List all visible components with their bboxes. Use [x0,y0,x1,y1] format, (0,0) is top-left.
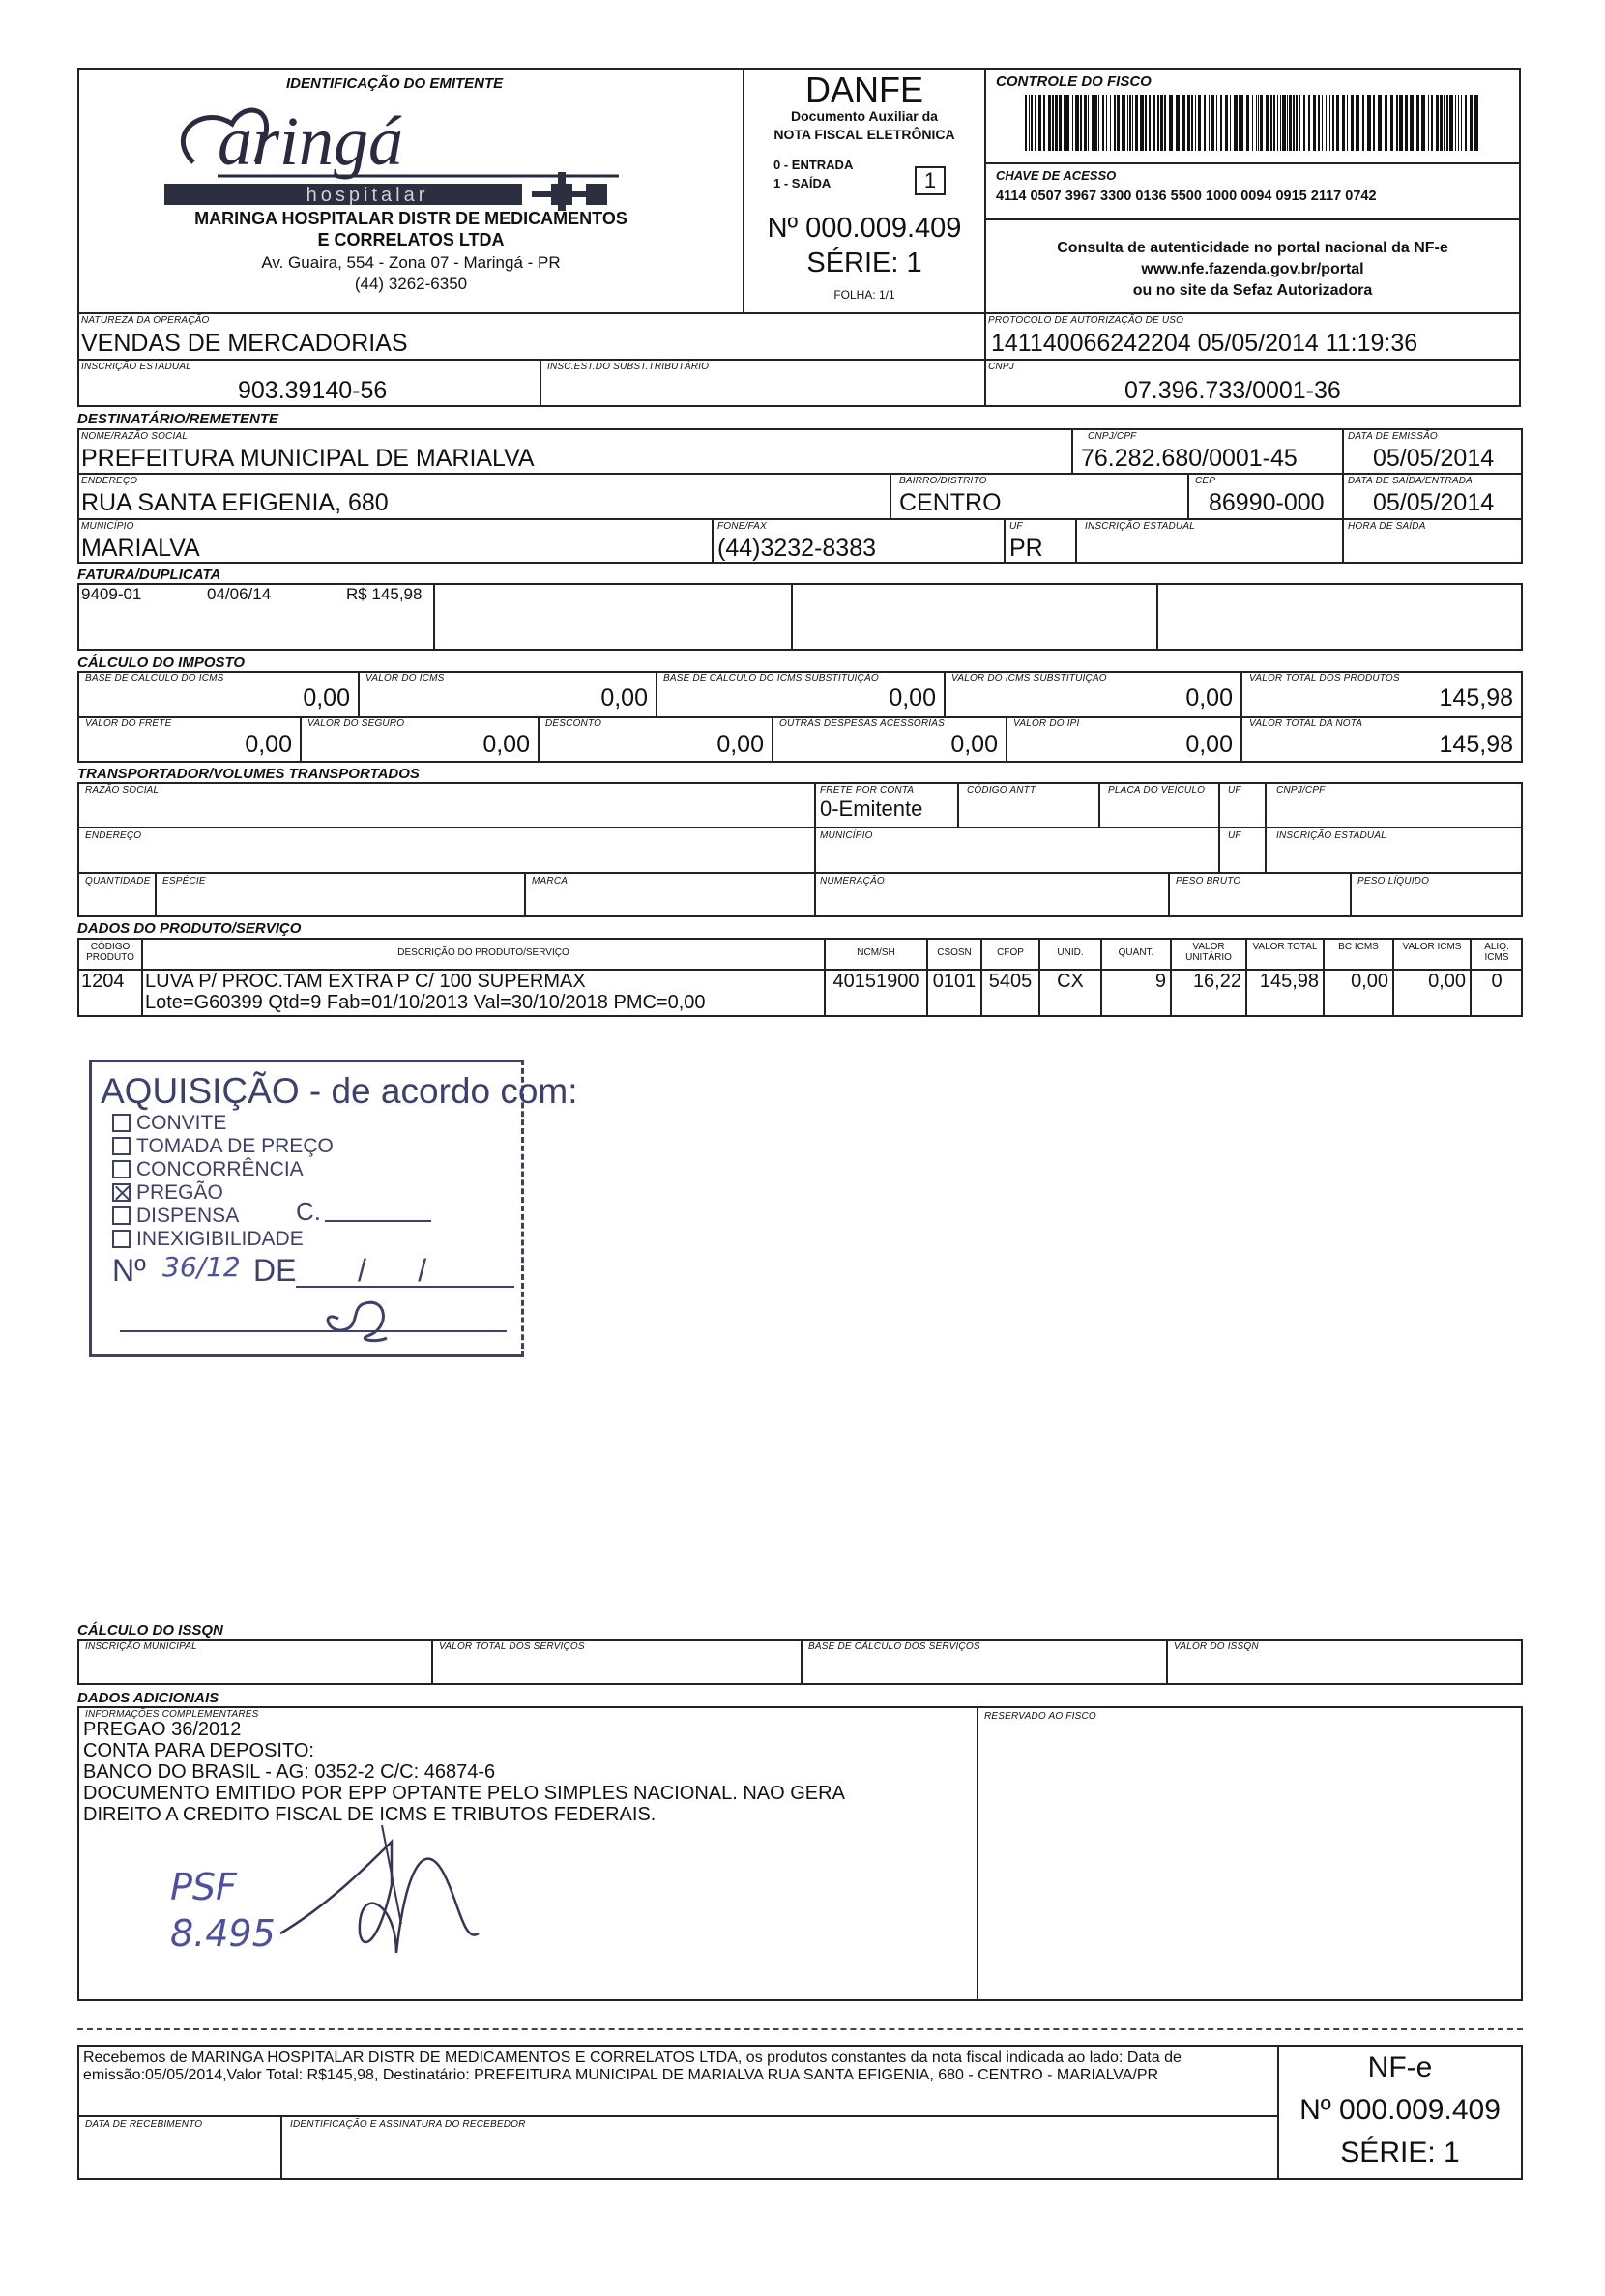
produto-lote: Lote=G60399 Qtd=9 Fab=01/10/2013 Val=30/10/2018 PMC=0,00 [145,992,706,1013]
produto-csosn: 0101 [932,971,977,992]
fisco-label: CONTROLE DO FISCO [996,73,1152,90]
danfe-folha: FOLHA: 1/1 [833,288,895,302]
emitter-phone: (44) 3262-6350 [354,275,468,293]
destinatario-section: DESTINATÁRIO/REMETENTE [77,411,279,427]
issqn-section: CÁLCULO DO ISSQN [77,1622,223,1639]
danfe-sub1: Documento Auxiliar da [791,108,938,124]
svg-text:hospitalar: hospitalar [306,185,429,206]
danfe-title: DANFE [804,70,923,109]
protocolo-value: 141140066242204 05/05/2014 11:19:36 [991,330,1418,357]
stamp-option-convite: CONVITE [112,1112,226,1135]
valor-total-nota: 145,98 [1439,731,1513,758]
emitter-name-line2: E CORRELATOS LTDA [317,230,505,249]
stamp-option-tomada: TOMADA DE PREÇO [112,1135,334,1158]
fatura-vencimento: 04/06/14 [207,585,272,603]
base-icms-st: 0,00 [889,684,936,712]
fatura-numero: 9409-01 [81,585,142,603]
dest-fone: (44)3232-8383 [717,535,877,562]
stamp-de: DE [253,1253,297,1288]
valor-ipi: 0,00 [1185,731,1233,758]
stamp-signature [309,1290,406,1348]
emitter-address: Av. Guaira, 554 - Zona 07 - Maringá - PR [261,253,561,272]
barcode [1025,95,1479,151]
canhoto-text: Recebemos de MARINGA HOSPITALAR DISTR DE MEDICAMENTOS E CORRELATOS LTDA, os produtos constantes da nota fiscal indicada ao lado: Data de emissão:05/05/2014,Valor Total: R$145,98, Destinatário: PREFEITURA MUNICIPAL DE MARIALVA RUA SANTA EFIGENIA, 680 - CENTRO - MARIALVA/PR [83,2049,1182,2083]
dest-saida: 05/05/2014 [1373,489,1495,516]
ie-value: 903.39140-56 [238,377,388,404]
handwritten-number: 8.495 [170,1912,276,1955]
danfe-serie: SÉRIE: 1 [806,247,922,278]
produto-descricao: LUVA P/ PROC.TAM EXTRA P C/ 100 SUPERMAX [145,971,586,992]
emitter-section-label: IDENTIFICAÇÃO DO EMITENTE [286,75,504,92]
handwritten-signature [271,1808,512,1962]
valor-icms: 0,00 [600,684,648,712]
fatura-section: FATURA/DUPLICATA [77,567,221,583]
stamp-option-dispensa: DISPENSA [112,1205,239,1228]
info-line-4: DOCUMENTO EMITIDO POR EPP OPTANTE PELO SIMPLES NACIONAL. NAO GERA [83,1783,845,1804]
dest-bairro: CENTRO [899,489,1002,516]
dest-uf: PR [1009,535,1043,562]
produto-bc: 0,00 [1351,971,1388,992]
produto-codigo: 1204 [81,971,125,992]
dest-nome: PREFEITURA MUNICIPAL DE MARIALVA [81,445,535,472]
stamp-numero-prefix: Nº [112,1253,146,1288]
valor-icms-st: 0,00 [1185,684,1233,712]
canhoto-serie: SÉRIE: 1 [1340,2136,1460,2168]
handwritten-psf: PSF [170,1866,237,1908]
adicionais-section: DADOS ADICIONAIS [77,1690,219,1706]
transportador-section: TRANSPORTADOR/VOLUMES TRANSPORTADOS [77,766,420,782]
dest-emissao: 05/05/2014 [1373,445,1495,472]
chave-label: CHAVE DE ACESSO [996,168,1117,183]
valor-total-produtos: 145,98 [1439,684,1513,712]
stamp-option-inexigibilidade: INEXIGIBILIDADE [112,1228,304,1251]
company-logo [164,95,667,213]
dest-endereco: RUA SANTA EFIGENIA, 680 [81,489,389,516]
dest-cep: 86990-000 [1209,489,1325,516]
produto-ncm: 40151900 [832,971,919,992]
produto-unid: CX [1057,971,1084,992]
canhoto-numero: Nº 000.009.409 [1299,2094,1501,2126]
stamp-slashes: / / [358,1253,427,1288]
stamp-title: AQUISIÇÃO - de acordo com: [101,1071,578,1111]
stamp-numero-hand: 36/12 [162,1251,241,1283]
logo-text: aringá [218,102,404,180]
emitter-name-line1: MARINGA HOSPITALAR DISTR DE MEDICAMENTOS [194,209,627,228]
danfe-saida: 1 - SAÍDA [773,176,832,190]
canhoto-nfe: NF-e [1367,2051,1433,2083]
consulta-line1: Consulta de autenticidade no portal nacional da NF-e [1057,240,1448,256]
desconto: 0,00 [716,731,764,758]
produto-vicms: 0,00 [1428,971,1466,992]
valor-seguro: 0,00 [482,731,530,758]
produto-quant: 9 [1154,971,1166,992]
chave-acesso: 4114 0507 3967 3300 0136 5500 1000 0094 0915 2117 0742 [996,189,1377,204]
produto-vunit: 16,22 [1192,971,1241,992]
danfe-tipo-box: 1 [915,166,946,195]
dest-municipio: MARIALVA [81,535,200,562]
frete-por-conta: 0-Emitente [820,797,923,821]
produto-cfop: 5405 [988,971,1033,992]
info-line-2: CONTA PARA DEPOSITO: [83,1740,314,1761]
produto-vtotal: 145,98 [1259,971,1319,992]
stamp-option-pregao: PREGÃO [112,1181,223,1205]
valor-frete: 0,00 [245,731,292,758]
danfe-sub2: NOTA FISCAL ELETRÔNICA [773,127,955,142]
imposto-section: CÁLCULO DO IMPOSTO [77,654,246,671]
info-line-3: BANCO DO BRASIL - AG: 0352-2 C/C: 46874-6 [83,1761,496,1783]
info-line-5: DIREITO A CREDITO FISCAL DE ICMS E TRIBUTOS FEDERAIS. [83,1804,657,1825]
dest-cnpj: 76.282.680/0001-45 [1081,445,1298,472]
base-icms: 0,00 [303,684,350,712]
cnpj-value: 07.396.733/0001-36 [1124,377,1341,404]
consulta-line3: ou no site da Sefaz Autorizadora [1132,282,1373,299]
danfe-numero: Nº 000.009.409 [767,213,962,244]
info-line-1: PREGAO 36/2012 [83,1719,242,1740]
consulta-line2: www.nfe.fazenda.gov.br/portal [1141,261,1364,277]
danfe-entrada: 0 - ENTRADA [773,158,854,172]
stamp-option-concorrencia: CONCORRÊNCIA [112,1158,304,1181]
stamp-c-field: C. [296,1197,321,1226]
outras-despesas: 0,00 [950,731,998,758]
fatura-valor: R$ 145,98 [346,585,423,603]
natureza-value: VENDAS DE MERCADORIAS [81,330,408,357]
produtos-section: DADOS DO PRODUTO/SERVIÇO [77,920,302,937]
produto-aliq: 0 [1491,971,1503,992]
